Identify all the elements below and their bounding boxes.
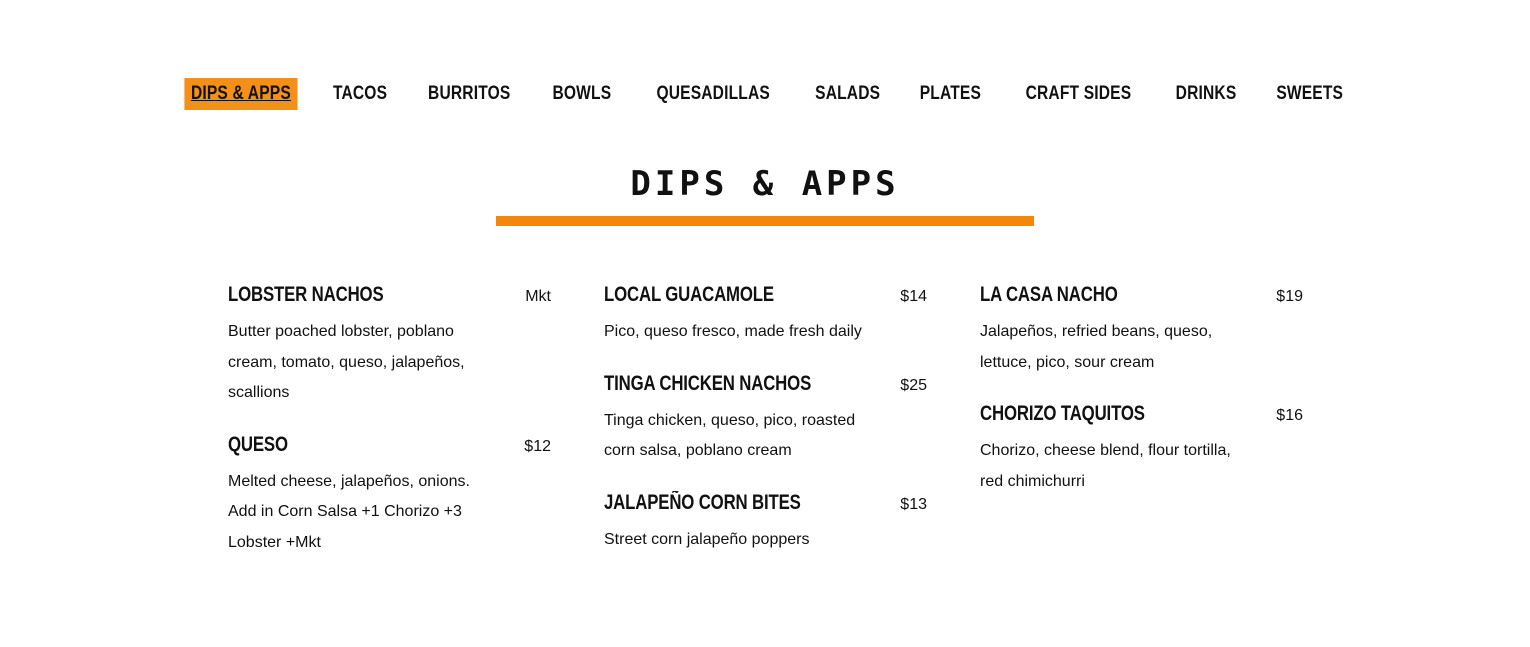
- menu-item: [604, 283, 927, 348]
- menu-item: [228, 433, 551, 559]
- menu-item-description: Melted cheese, jalapeños, onions. Add in Corn Salsa +1 Chorizo +3 Lobster +Mkt: [228, 472, 470, 551]
- menu-item: [604, 372, 927, 467]
- menu-column-1: [228, 283, 551, 582]
- menu-item-header: [604, 283, 927, 311]
- menu-item-price: $13: [900, 495, 927, 513]
- menu-item-header: [228, 283, 551, 311]
- menu-item-price: $14: [900, 288, 927, 305]
- menu-item-header: [604, 372, 927, 400]
- nav-item-dips-apps[interactable]: DIPS & APPS: [184, 78, 297, 110]
- menu-item-price: $16: [1276, 407, 1303, 424]
- nav-item-craft-sides[interactable]: CRAFT SIDES: [1025, 83, 1132, 104]
- menu-item-price: $12: [524, 437, 551, 455]
- category-nav: [0, 78, 1530, 110]
- menu-item-name: LOCAL GUACAMOLE: [604, 283, 774, 306]
- nav-item-quesadillas[interactable]: QUESADILLAS: [656, 83, 770, 104]
- menu-item: [980, 402, 1303, 497]
- menu-item-description: Chorizo, cheese blend, flour tortilla, red chimichurri: [980, 442, 1231, 490]
- menu-item-price: $25: [900, 376, 927, 394]
- menu-column-2: [604, 283, 927, 579]
- menu-item-description: Pico, queso fresco, made fresh daily: [604, 323, 862, 340]
- title-underline: [496, 216, 1034, 226]
- menu-item-name: LA CASA NACHO: [980, 283, 1118, 306]
- menu-item-description: Street corn jalapeño poppers: [604, 530, 810, 548]
- nav-item-drinks[interactable]: DRINKS: [1175, 83, 1237, 104]
- menu-column-3: [980, 283, 1303, 521]
- menu-item-name: CHORIZO TAQUITOS: [980, 402, 1145, 425]
- menu-item-header: [980, 283, 1303, 311]
- menu-item-header: [980, 402, 1303, 430]
- section-title: DIPS & APPS: [630, 164, 900, 204]
- menu-item-description: Butter poached lobster, poblano cream, tomato, queso, jalapeños, scallions: [228, 323, 465, 401]
- menu-item: [980, 283, 1303, 378]
- nav-item-bowls[interactable]: BOWLS: [552, 83, 612, 104]
- menu-item-description: Jalapeños, refried beans, queso, lettuce, pico, sour cream: [980, 323, 1213, 371]
- menu-item-header: [228, 433, 551, 461]
- menu-item-header: [604, 491, 927, 519]
- nav-item-burritos[interactable]: BURRITOS: [428, 83, 511, 104]
- nav-item-salads[interactable]: SALADS: [815, 83, 881, 104]
- menu-item-name: JALAPEÑO CORN BITES: [604, 490, 801, 514]
- menu-item-name: LOBSTER NACHOS: [228, 283, 384, 306]
- menu-item-price: $19: [1276, 288, 1303, 305]
- nav-item-tacos[interactable]: TACOS: [333, 83, 388, 104]
- nav-item-plates[interactable]: PLATES: [920, 83, 982, 104]
- menu-item-price: Mkt: [525, 288, 551, 305]
- menu-item: [604, 491, 927, 556]
- nav-item-sweets[interactable]: SWEETS: [1276, 83, 1344, 104]
- menu-item: [228, 283, 551, 409]
- menu-item-name: QUESO: [228, 432, 288, 456]
- menu-item-description: Tinga chicken, queso, pico, roasted corn salsa, poblano cream: [604, 411, 856, 459]
- menu-item-name: TINGA CHICKEN NACHOS: [604, 371, 812, 395]
